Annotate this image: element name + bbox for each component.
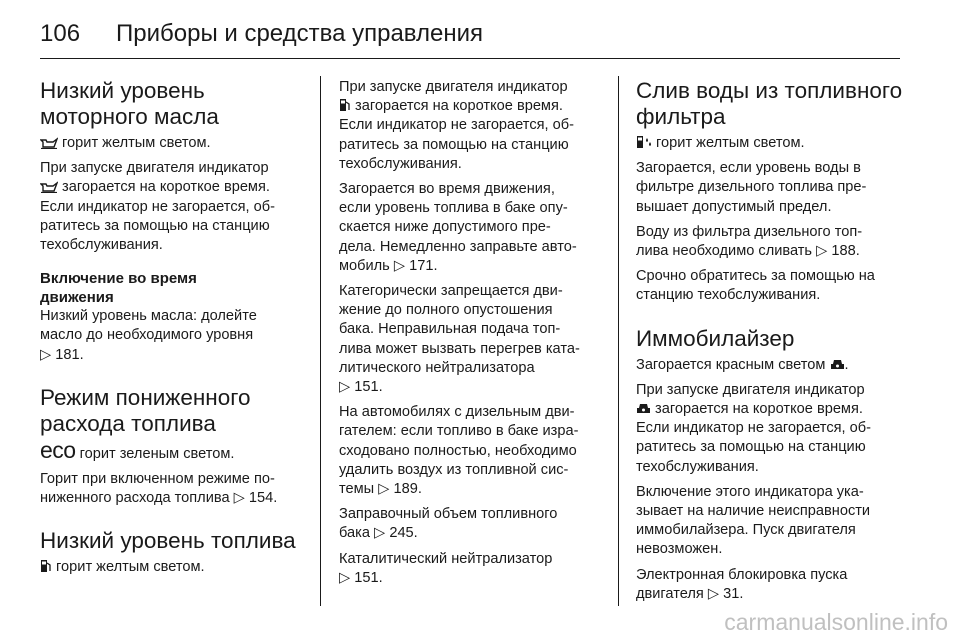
fuel-pump-icon (40, 559, 52, 573)
drain-status-line: горит желтым светом. (636, 134, 912, 153)
column-3 (636, 78, 912, 610)
immobilizer-icon (636, 401, 651, 415)
oil-paragraph: При запуске двигателя индикатор загорается на короткое время. Если индикатор не загорается, об- ратитесь за помощью на станцию техобслуживания. (40, 160, 275, 254)
page-ref-link[interactable]: 171. (409, 257, 438, 274)
page-ref-link[interactable]: 151. (354, 379, 383, 396)
page-number: 106 (40, 20, 81, 47)
fuel-paragraph-3: Категорически запрещается дви- жение до полного опустошения бака. Неправильная подача топ- лива может вызвать перегрев ката- литического нейтрализатора ▷ 151. (339, 283, 580, 396)
page-ref-arrow-icon: ▷ (374, 525, 386, 542)
page-ref-link[interactable]: 154. (248, 490, 278, 507)
page-ref-arrow-icon: ▷ (707, 585, 720, 602)
page-ref-arrow-icon: ▷ (233, 490, 245, 507)
driving-subheading: Включение во время движения (40, 270, 197, 307)
page-ref-link[interactable]: 151. (354, 569, 383, 586)
immo-paragraph-2: Включение этого индикатора ука- зывает на наличие неисправности иммобилайзера. Пуск двигателя невозможен. (636, 483, 871, 558)
immo-paragraph-3: Электронная блокировка пуска двигателя ▷ 31. (636, 566, 848, 602)
immo-status-line: Загорается красным светом . (636, 356, 849, 373)
column-divider (618, 76, 619, 606)
fuel-paragraph-6: Каталитический нейтрализатор ▷ 151. (339, 550, 553, 586)
page-ref-link[interactable]: 188. (831, 243, 860, 260)
watermark: carmanualsonline.info (724, 609, 948, 635)
page-ref-arrow-icon: ▷ (816, 243, 828, 260)
page-ref-arrow-icon: ▷ (393, 257, 406, 274)
driving-paragraph: Низкий уровень масла: долейте масло до необходимого уровня ▷ 181. (40, 308, 257, 363)
oil-can-icon (40, 137, 58, 149)
immo-paragraph-1: При запуске двигателя индикатор загорается на короткое время. Если индикатор не загорается, об- ратитесь за помощью на станцию техобслуживания. (636, 381, 871, 475)
page-title: Приборы и средства управления (116, 20, 483, 47)
fuel-paragraph-1: При запуске двигателя индикатор загорается на короткое время. Если индикатор не загорается, об- ратитесь за помощью на станцию техобслуживания. (339, 79, 574, 172)
drain-paragraph-2: Воду из фильтра дизельного топ- лива необходимо сливать ▷ 188. (636, 223, 863, 260)
page-ref-link[interactable]: 245. (389, 525, 418, 542)
fuel-paragraph-5: Заправочный объем топливного бака ▷ 245. (339, 506, 558, 542)
low-fuel-heading: Низкий уровень топлива (40, 528, 296, 554)
eco-status-line: eco горит зеленым светом. (40, 436, 235, 463)
oil-level-heading: Низкий уровень моторного масла (40, 78, 219, 129)
fuel-paragraph-4: На автомобилях с дизельным дви- гателем: если топливо в баке изра- сходовано полностью, необходимо удалить воздух из топливной сис- темы ▷ 189. (339, 404, 579, 498)
fuel-pump-icon (339, 98, 351, 112)
column-1 (40, 78, 305, 584)
page-ref-arrow-icon: ▷ (378, 481, 390, 498)
eco-paragraph: Горит при включенном режиме по- ниженного расхода топлива ▷ 154. (40, 471, 278, 507)
page-ref-link[interactable]: 189. (393, 481, 422, 498)
fuel-paragraph-2: Загорается во время движения, если уровень топлива в баке опу- скается ниже допустимого пре- дела. Немедленно заправьте авто- мобиль ▷ 171. (339, 181, 577, 274)
page-ref-link[interactable]: 31. (723, 585, 744, 602)
page-ref-arrow-icon: ▷ (339, 379, 351, 396)
eco-icon: eco (40, 436, 76, 463)
eco-heading: Режим пониженного расхода топлива (40, 384, 251, 436)
drain-paragraph-1: Загорается, если уровень воды в фильтре дизельного топлива пре- вышает допустимый предел. (636, 160, 867, 215)
immobilizer-heading: Иммобилайзер (636, 325, 795, 351)
column-2 (339, 78, 607, 594)
fuel-status-line: горит желтым светом. (40, 558, 305, 577)
water-drain-heading: Слив воды из топливного фильтра (636, 78, 903, 129)
page-ref-arrow-icon: ▷ (339, 569, 351, 586)
column-divider (320, 76, 321, 606)
header-rule (40, 58, 900, 59)
water-in-fuel-icon (636, 135, 652, 149)
page-ref-arrow-icon: ▷ (40, 346, 52, 363)
page-ref-link[interactable]: 181. (55, 346, 84, 363)
oil-can-icon (40, 181, 58, 193)
oil-status-line: горит желтым светом. (40, 134, 305, 153)
drain-paragraph-3: Срочно обратитесь за помощью на станцию техобслуживания. (636, 268, 875, 304)
immobilizer-icon (830, 357, 845, 371)
